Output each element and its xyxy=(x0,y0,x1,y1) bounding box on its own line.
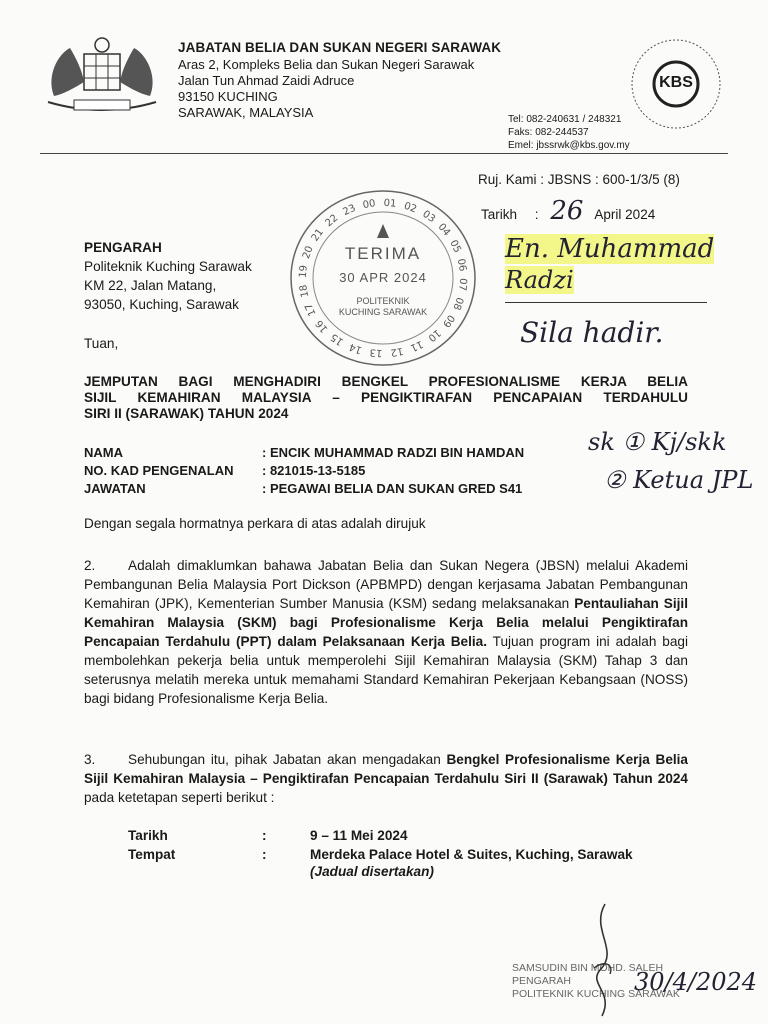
recipient-title: PENGARAH xyxy=(84,240,162,255)
stamp-ring-number: 10 xyxy=(425,326,443,344)
schedule-colon: : xyxy=(262,828,267,843)
details-value: : PEGAWAI BELIA DAN SUKAN GRED S41 xyxy=(262,481,523,496)
stamp-ring-number: 04 xyxy=(435,221,453,239)
stamp-ring-number: 14 xyxy=(347,340,364,356)
details-value: : 821015-13-5185 xyxy=(262,463,366,478)
ruj-value: : JBSNS : 600-1/3/5 (8) xyxy=(540,172,680,187)
handwritten-footer-date: 30/4/2024 xyxy=(634,968,758,996)
schedule-value: 9 – 11 Mei 2024 xyxy=(310,828,408,843)
details-value: : ENCIK MUHAMMAD RADZI BIN HAMDAN xyxy=(262,445,525,460)
details-row xyxy=(84,480,524,498)
tarikh-colon: : xyxy=(534,207,539,222)
stamp-ring-number: 17 xyxy=(303,301,319,318)
handwritten-side-line1: sk ① Kj/skk xyxy=(588,428,727,456)
org-name: JABATAN BELIA DAN SUKAN NEGERI SARAWAK xyxy=(178,40,502,55)
footer-stamp-org: POLITEKNIK KUCHING SARAWAK xyxy=(512,988,680,1000)
address-line: Aras 2, Kompleks Belia dan Sukan Negeri Sarawak xyxy=(178,57,475,72)
ruj-label: Ruj. Kami xyxy=(478,172,537,187)
stamp-ring-number: 03 xyxy=(420,208,438,226)
stamp-ring-number: 06 xyxy=(454,257,468,273)
stamp-org-line1: POLITEKNIK xyxy=(356,296,410,306)
contact-block xyxy=(508,113,630,152)
kbs-logo-text: KBS xyxy=(659,74,693,91)
stamp-ring-number: 01 xyxy=(383,197,397,210)
opening-line: Dengan segala hormatnya perkara di atas adalah dirujuk xyxy=(84,516,426,531)
schedule-value: Merdeka Palace Hotel & Suites, Kuching, Sarawak xyxy=(310,847,633,862)
paragraph-bold: Pentauliahan Sijil Kemahiran Malaysia (SKM) bagi Profesionalisme Kerja Belia melalui Pengiktirafan Pencapaian Terdahulu (PPT) dalam Pelaksanaan Kerja Belia. xyxy=(84,596,688,649)
recipient-line: Politeknik Kuching Sarawak xyxy=(84,259,252,274)
tarikh-label: Tarikh xyxy=(481,207,518,222)
address-line: Jalan Tun Ahmad Zaidi Adruce xyxy=(178,73,355,88)
salutation: Tuan, xyxy=(84,336,119,351)
details-label: NAMA xyxy=(84,445,123,460)
details-label: NO. KAD PENGENALAN xyxy=(84,463,234,478)
handwritten-note-line1 xyxy=(505,234,714,264)
email: Emel: jbssrwk@kbs.gov.my xyxy=(508,140,630,151)
schedule-label: Tarikh xyxy=(128,828,168,843)
org-address xyxy=(178,57,474,121)
paragraph-text: Adalah dimaklumkan bahawa Jabatan Belia dan Sukan Negera (JBSN) melalui Akademi Pembangunan Belia Malaysia Port Dickson (APBMPD) dengan kerjasama Jabatan Pembangunan Kemahiran (JPK), Kementerian Sumber Manusia (KSM) sedang melaksanakan xyxy=(84,558,688,611)
details-label: JAWATAN xyxy=(84,481,146,496)
stamp-arrow-icon xyxy=(377,224,389,238)
recipient-block xyxy=(84,238,252,314)
handwritten-side-line2: ② Ketua JPL xyxy=(604,466,754,494)
stamp-ring-number: 02 xyxy=(402,200,419,216)
stamp-ring-number: 16 xyxy=(313,317,331,335)
details-table xyxy=(84,444,524,498)
paragraph-text: pada ketetapan seperti berikut : xyxy=(84,790,275,805)
footer-stamp-name: SAMSUDIN BIN MOHD. SALEH xyxy=(512,962,664,974)
stamp-ring-number: 13 xyxy=(369,346,383,359)
paragraph-number: 3. xyxy=(84,752,96,767)
recipient-line: KM 22, Jalan Matang, xyxy=(84,278,217,293)
kbs-logo-icon xyxy=(628,36,724,132)
signature-icon xyxy=(580,900,630,1018)
stamp-ring-number: 07 xyxy=(456,277,469,292)
address-line: 93150 KUCHING xyxy=(178,89,278,104)
subject-line: JEMPUTAN BAGI MENGHADIRI BENGKEL PROFESIONALISME KERJA BELIA xyxy=(84,374,688,389)
address-line: SARAWAK, MALAYSIA xyxy=(178,105,314,120)
received-stamp xyxy=(288,188,478,368)
stamp-org-line2: KUCHING SARAWAK xyxy=(338,307,428,317)
subject-block xyxy=(84,374,688,422)
schedule-table xyxy=(128,826,633,864)
paragraph-text: Sehubungan itu, pihak Jabatan akan mengadakan xyxy=(128,752,447,767)
paragraph-3 xyxy=(84,750,688,807)
stamp-date: 30 APR 2024 xyxy=(339,270,427,285)
handwritten-underline xyxy=(505,302,707,303)
schedule-note: (Jadual disertakan) xyxy=(310,864,434,879)
fax: Faks: 082-244537 xyxy=(508,127,589,138)
schedule-colon: : xyxy=(262,847,267,862)
stamp-ring-number: 12 xyxy=(389,344,405,358)
schedule-row xyxy=(128,826,633,845)
reference-line xyxy=(478,172,680,187)
handwritten-name-2: Radzi xyxy=(505,266,574,294)
subject-line: SIRI II (SARAWAK) TAHUN 2024 xyxy=(84,406,289,421)
stamp-ring-number: 00 xyxy=(361,198,377,212)
stamp-ring-number: 20 xyxy=(300,244,316,261)
coat-of-arms-icon xyxy=(40,36,164,118)
paragraph-text: Tujuan program ini adalah bagi membolehkan pekerja belia untuk memperolehi Sijil Kemahiran Malaysia (SKM) Tahap 3 dan seterusnya melatih mereka untuk memahami Standard Kemahiran Pekerjaan Kebangsaan (NOSS) bagi bidang Profesionalisme Kerja Belia. xyxy=(84,634,688,706)
stamp-ring-number: 21 xyxy=(309,226,326,244)
tarikh-rest: April 2024 xyxy=(594,207,656,222)
paragraph-number: 2. xyxy=(84,558,96,573)
stamp-ring-number: 18 xyxy=(298,283,312,299)
handwritten-name: En. Muhammad xyxy=(505,234,715,264)
tarikh-day: 26 xyxy=(550,196,584,226)
stamp-ring-number: 23 xyxy=(341,202,358,219)
tel: Tel: 082-240631 / 248321 xyxy=(508,114,622,125)
details-row xyxy=(84,462,524,480)
footer-stamp-title: PENGARAH xyxy=(512,975,571,987)
stamp-ring-number: 22 xyxy=(323,212,341,230)
stamp-ring-number: 08 xyxy=(450,295,466,312)
paragraph-bold: Bengkel Profesionalisme Kerja Belia Sijil Kemahiran Malaysia – Pengiktirafan Pencapaian Terdahulu Siri II (Sarawak) Tahun 2024 xyxy=(84,752,688,786)
stamp-word: TERIMA xyxy=(344,244,422,263)
details-row xyxy=(84,444,524,462)
subject-line: SIJIL KEMAHIRAN MALAYSIA – PENGIKTIRAFAN PENCAPAIAN TERDAHULU xyxy=(84,390,688,405)
stamp-ring-number: 09 xyxy=(440,312,457,330)
schedule-label: Tempat xyxy=(128,847,176,862)
schedule-row xyxy=(128,845,633,864)
stamp-ring-number: 11 xyxy=(408,337,425,354)
paragraph-2 xyxy=(84,556,688,708)
stamp-ring-number: 05 xyxy=(447,238,463,255)
stamp-ring-number: 15 xyxy=(328,330,346,348)
header-divider xyxy=(40,153,728,154)
handwritten-note-line3: Sila hadir. xyxy=(520,316,664,349)
date-line xyxy=(481,196,655,226)
handwritten-note-line2 xyxy=(505,266,574,294)
stamp-ring-number: 19 xyxy=(297,264,310,279)
recipient-line: 93050, Kuching, Sarawak xyxy=(84,297,239,312)
